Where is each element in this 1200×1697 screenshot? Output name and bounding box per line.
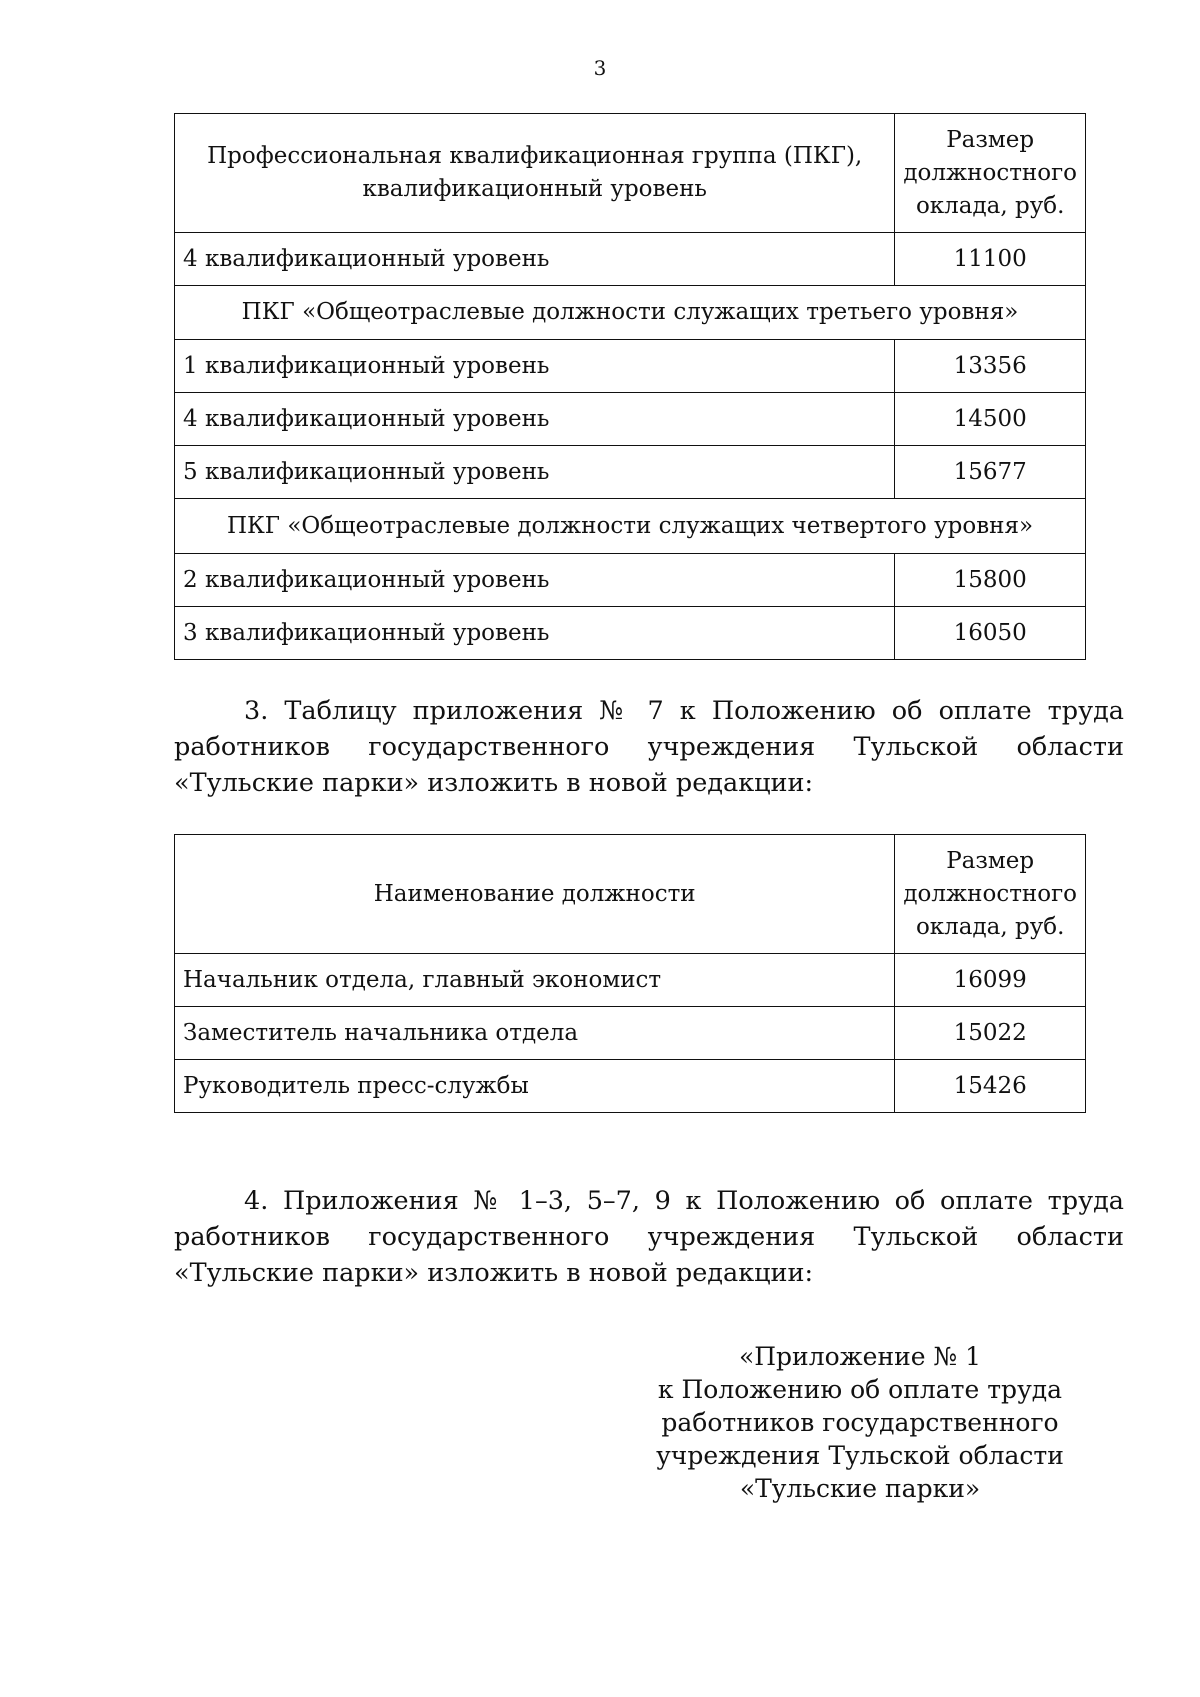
level-label: 4 квалификационный уровень [175, 233, 895, 286]
header-line: Размер [946, 126, 1035, 153]
header-line: должностного [903, 159, 1077, 186]
qualification-salary-table [174, 113, 1086, 660]
appendix-line: к Положению об оплате труда [657, 1375, 1063, 1404]
table-row [175, 393, 1086, 446]
header-line: Профессиональная квалификационная группа (ПКГ), [207, 143, 863, 169]
level-label: 2 квалификационный уровень [175, 554, 895, 607]
table-row [175, 1060, 1086, 1113]
level-label: 1 квалификационный уровень [175, 340, 895, 393]
salary-value: 16050 [895, 607, 1086, 660]
paragraph-4-text: 4. Приложения № 1–3, 5–7, 9 к Положению об оплате труда работников государственного учреждения Тульской области «Тульские парки» изложить в новой редакции: [174, 1186, 1124, 1288]
table-row [175, 1007, 1086, 1060]
position-salary-table [174, 834, 1086, 1113]
group-title: ПКГ «Общеотраслевые должности служащих третьего уровня» [175, 286, 1086, 340]
header-salary [895, 114, 1086, 233]
appendix-line: «Приложение № 1 [738, 1342, 982, 1371]
appendix-header [650, 1340, 1070, 1505]
header-line: квалификационный уровень [362, 176, 707, 202]
level-label: 3 квалификационный уровень [175, 607, 895, 660]
salary-value: 15022 [895, 1007, 1086, 1060]
header-position-name: Наименование должности [175, 835, 895, 954]
table-header-row [175, 114, 1086, 233]
table-row [175, 554, 1086, 607]
header-line: должностного [903, 880, 1077, 907]
appendix-line: работников государственного [661, 1408, 1059, 1437]
table-row [175, 954, 1086, 1007]
salary-value: 14500 [895, 393, 1086, 446]
salary-value: 15677 [895, 446, 1086, 499]
page-number: 3 [593, 56, 607, 80]
table-row [175, 233, 1086, 286]
header-line: оклада, руб. [915, 913, 1065, 940]
header-line: оклада, руб. [915, 192, 1065, 219]
position-label: Заместитель начальника отдела [175, 1007, 895, 1060]
appendix-line: «Тульские парки» [739, 1474, 981, 1503]
paragraph-3-text: 3. Таблицу приложения № 7 к Положению об оплате труда работников государственного учреждения Тульской области «Тульские парки» изложить в новой редакции: [174, 696, 1124, 798]
salary-value: 15426 [895, 1060, 1086, 1113]
table-row [175, 446, 1086, 499]
group-row [175, 286, 1086, 340]
salary-value: 13356 [895, 340, 1086, 393]
salary-value: 11100 [895, 233, 1086, 286]
group-row [175, 499, 1086, 554]
level-label: 4 квалификационный уровень [175, 393, 895, 446]
appendix-line: учреждения Тульской области [656, 1441, 1064, 1470]
salary-value: 16099 [895, 954, 1086, 1007]
salary-value: 15800 [895, 554, 1086, 607]
group-title: ПКГ «Общеотраслевые должности служащих четвертого уровня» [175, 499, 1086, 554]
table-row [175, 340, 1086, 393]
position-label: Руководитель пресс-службы [175, 1060, 895, 1113]
paragraph-3 [174, 693, 1124, 801]
position-label: Начальник отдела, главный экономист [175, 954, 895, 1007]
table-header-row [175, 835, 1086, 954]
level-label: 5 квалификационный уровень [175, 446, 895, 499]
header-ppg-level [175, 114, 895, 233]
table-row [175, 607, 1086, 660]
header-salary [895, 835, 1086, 954]
header-line: Размер [946, 847, 1035, 874]
paragraph-4 [174, 1183, 1124, 1291]
